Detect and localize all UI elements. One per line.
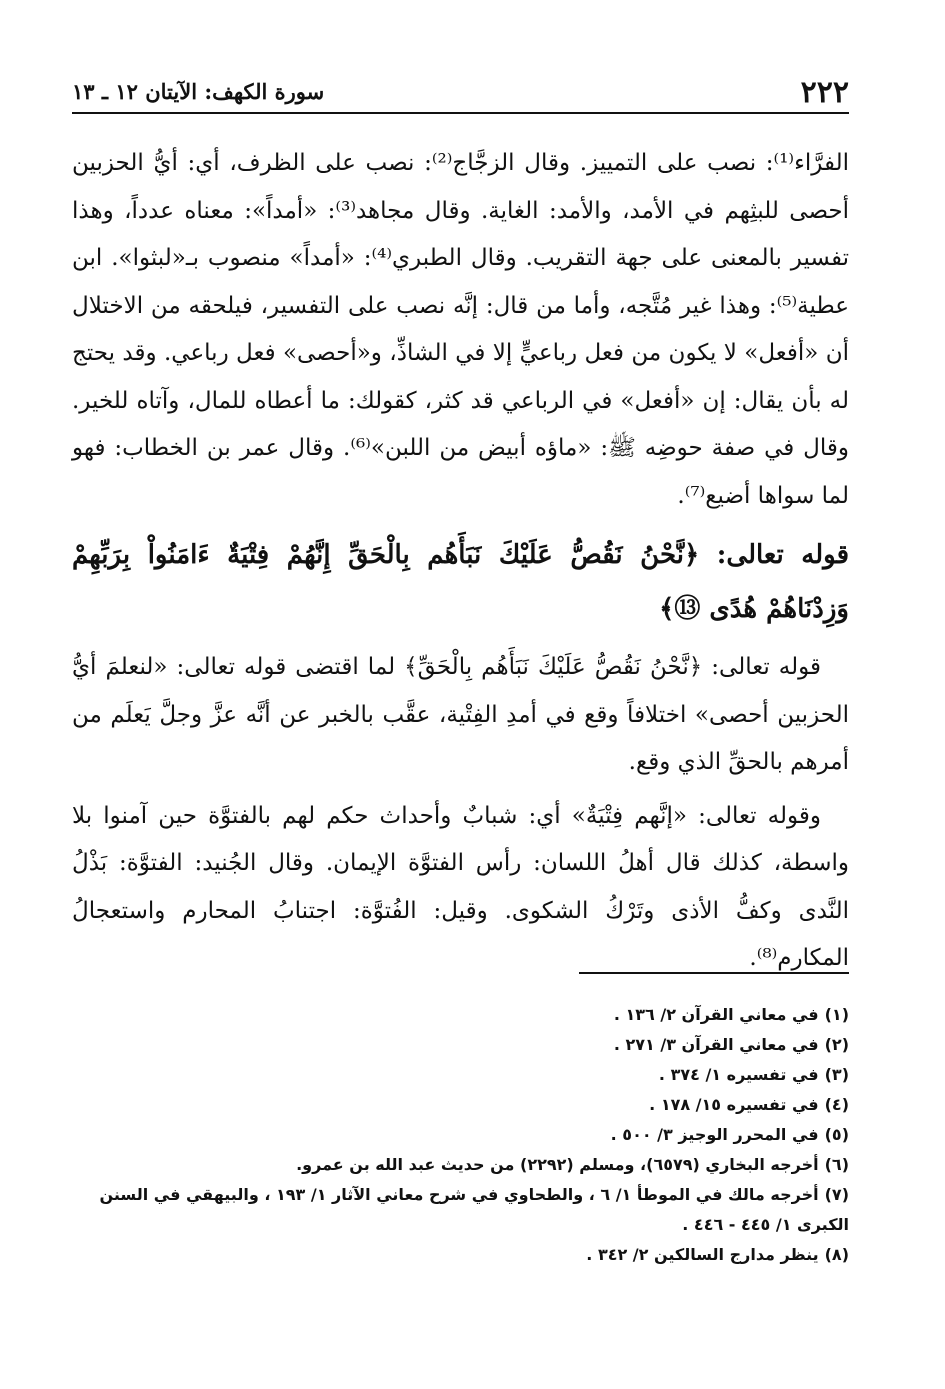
footnote — [72, 1150, 849, 1180]
footnote — [72, 1180, 849, 1240]
footnotes — [72, 1000, 849, 1270]
footnote-number: (٧) — [824, 1185, 849, 1204]
footnote — [72, 1120, 849, 1150]
footnote — [72, 1060, 849, 1090]
verse-text: ﴿نَّحْنُ نَقُصُّ عَلَيْكَ نَبَأَهُم بِالْحَقِّ إِنَّهُمْ فِتْيَةٌ ءَامَنُواْ بِرَبِّهِمْ وَزِدْنَاهُمْ هُدًى ⑬﴾ — [72, 540, 849, 624]
footnote-number: (١) — [824, 1005, 849, 1024]
footnote — [72, 1000, 849, 1030]
verse-lead: قوله تعالى: — [716, 540, 849, 570]
quran-verse — [72, 528, 849, 636]
main-text — [72, 140, 849, 989]
footnote-number: (٣) — [824, 1065, 849, 1084]
footnote-text: في تفسيره ١٥/ ١٧٨ . — [649, 1095, 819, 1114]
page-number: ٢٢٢ — [800, 75, 849, 110]
footnote-text: أخرجه البخاري (٦٥٧٩)، ومسلم (٢٢٩٢) من حديث عبد الله بن عمرو. — [296, 1155, 819, 1174]
paragraph: قوله تعالى: ﴿نَّحْنُ نَقُصُّ عَلَيْكَ نَبَأَهُم بِالْحَقِّ﴾ لما اقتضى قوله تعالى: «لنعلمَ أيُّ الحزبين أحصى» اختلافاً وقع في أمدِ الفِتْية، عقَّب بالخبر عن أنَّه عزَّ وجلَّ يَعلَم من أمرهم بالحقِّ الذي وقع. — [72, 654, 849, 775]
paragraph: الفرَّاء⁽¹⁾: نصب على التمييز. وقال الزجَّاج⁽²⁾: نصب على الظرف، أي: أيُّ الحزبين أحصى للبثِهم في الأمد، والأمد: الغاية. وقال مجاهد⁽³⁾: «أمداً»: معناه عدداً، وهذا تفسير بالمعنى على جهة التقريب. وقال الطبري⁽⁴⁾: «أمداً» منصوب بـ«لبثوا». ابن عطية⁽⁵⁾: وهذا غير مُتَّجه، وأما من قال: إنَّه نصب على التفسير، فيلحقه من الاختلال أن «أفعل» لا يكون من فعل رباعيٍّ إلا في الشاذِّ، و«أحصى» فعل رباعي. وقد يحتج له بأن يقال: إن «أفعل» في الرباعي قد كثر، كقولك: ما أعطاه للمال، وآتاه للخير. وقال في صفة حوضِه ﷺ: «ماؤه أبيض من اللبن»⁽⁶⁾. وقال عمر بن الخطاب: فهو لما سواها أضيع⁽⁷⁾. — [72, 150, 849, 509]
paragraph: وقوله تعالى: «إنَّهم فِتْيَةٌ» أي: شبابٌ وأحداث حكم لهم بالفتوَّة حين آمنوا بلا واسطة، كذلك قال أهلُ اللسان: رأس الفتوَّة الإيمان. وقال الجُنيد: الفتوَّة: بَذْلُ النَّدى وكفُّ الأذى وتَرْكُ الشكوى. وقيل: الفُتوَّة: اجتنابُ المحارم واستعجالُ المكارم⁽⁸⁾. — [72, 802, 849, 971]
footnote-text: في المحرر الوجيز ٣/ ٥٠٠ . — [610, 1125, 819, 1144]
footnote — [72, 1090, 849, 1120]
footnote-text: ينظر مدارج السالكين ٢/ ٣٤٢ . — [586, 1245, 819, 1264]
footnote-text: أخرجه مالك في الموطأ ١/ ٦ ، والطحاوي في شرح معاني الآثار ١/ ١٩٣ ، والبيهقي في السنن الكبرى ١/ ٤٤٥ - ٤٤٦ . — [99, 1185, 849, 1234]
footnote-text: في تفسيره ١/ ٣٧٤ . — [658, 1065, 819, 1084]
page-header — [72, 62, 849, 114]
footnote-number: (٦) — [824, 1155, 849, 1174]
footnote-text: في معاني القرآن ٢/ ١٣٦ . — [613, 1005, 819, 1024]
footnote — [72, 1030, 849, 1060]
footnote-number: (٨) — [824, 1245, 849, 1264]
footnote-number: (٤) — [824, 1095, 849, 1114]
running-title: سورة الكهف: الآيتان ١٢ ـ ١٣ — [72, 79, 325, 104]
footnote — [72, 1240, 849, 1270]
footnote-text: في معاني القرآن ٣/ ٢٧١ . — [613, 1035, 819, 1054]
footnote-number: (٥) — [824, 1125, 849, 1144]
footnote-number: (٢) — [824, 1035, 849, 1054]
footnote-divider — [579, 972, 849, 974]
